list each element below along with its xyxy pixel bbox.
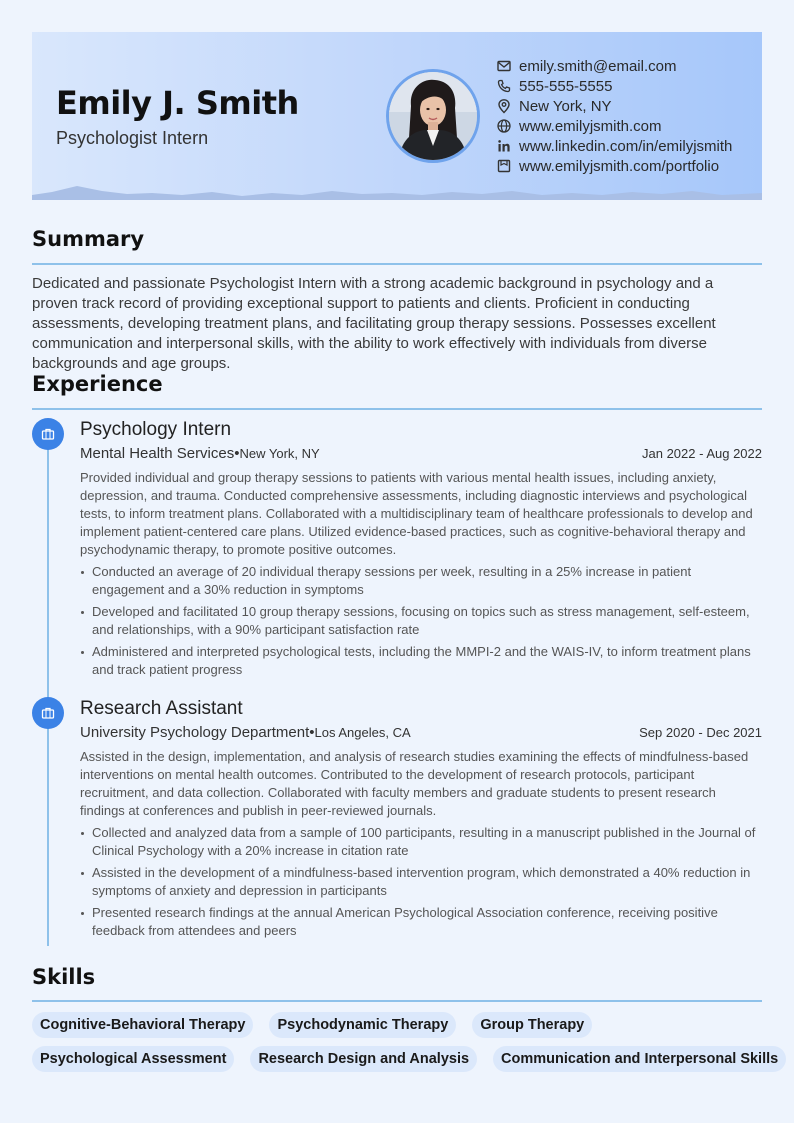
separator-dot: • [234,445,240,462]
job-entry [80,419,762,683]
job-location: Los Angeles, CA [314,725,411,740]
contact-website-text[interactable]: www.emilyjsmith.com [519,117,662,135]
contact-portfolio[interactable] [496,156,732,176]
contact-location [496,96,732,116]
achievement-item: Assisted in the development of a mindfulness-based intervention program, which demonstrated a 40% reduction in symptoms of anxiety and depression in participants [80,864,762,900]
contact-list [496,56,732,176]
timeline-line [47,434,49,946]
skills-list [32,1012,779,1080]
achievement-item: Collected and analyzed data from a sample of 100 participants, resulting in a manuscript published in the Journal of Clinical Psychology with a 20% increase in citation rate [80,824,762,860]
candidate-title: Psychologist Intern [56,128,209,148]
job-meta [80,445,762,467]
summary-text: Dedicated and passionate Psychologist Intern with a strong academic background in psychology and a proven track record of providing exceptional support to patients and clients. Proficient in conducting assessments, developing treatment plans, and facilitating group therapy sessions. Possesses excellent communication and interpersonal skills, with the ability to work effectively with individuals from diverse backgrounds and age groups. [32,275,716,372]
skill-tag: Group Therapy [472,1012,592,1038]
skills-row [32,1012,762,1038]
skill-tag: Psychological Assessment [32,1046,234,1072]
globe-icon [496,118,512,134]
contact-location-text: New York, NY [519,97,612,115]
summary-divider [32,263,762,265]
achievement-item: Presented research findings at the annual American Psychological Association conference, receiving positive feedback from attendees and peers [80,904,762,940]
contact-portfolio-text[interactable]: www.emilyjsmith.com/portfolio [519,157,720,175]
skills-divider [32,1000,762,1002]
separator-dot: • [309,724,315,741]
contact-linkedin-text[interactable]: www.linkedin.com/in/emilyjsmith [519,137,733,155]
job-company: Mental Health Services [80,445,235,462]
achievement-item: Administered and interpreted psychological tests, including the MMPI-2 and the WAIS-IV, to inform treatment plans and track patient progress [80,643,762,679]
contact-phone[interactable] [496,76,732,96]
experience-divider [32,408,762,410]
job-achievements [80,563,762,679]
header-mountains-decoration [32,184,762,200]
skill-tag: Communication and Interpersonal Skills [493,1046,786,1072]
email-icon [496,58,512,74]
job-location: New York, NY [239,446,320,461]
job-description: Assisted in the design, implementation, and analysis of research studies examining the effects of mindfulness-based interventions on mental health outcomes. Contributed to the development of research protocols, participant recruitment, and data collection. Collaborated with faculty members and graduate students to present research findings at conferences and publish in peer-reviewed journals. [80,749,749,818]
job-role: Psychology Intern [80,419,232,440]
achievement-item: Conducted an average of 20 individual therapy sessions per week, resulting in a 25% increase in patient engagement and a 30% reduction in symptoms [80,563,762,599]
achievement-item: Developed and facilitated 10 group therapy sessions, focusing on topics such as stress management, self-esteem, and relationships, with a 90% participant satisfaction rate [80,603,762,639]
job-role: Research Assistant [80,698,243,719]
resume-header [32,32,762,200]
job-dates: Sep 2020 - Dec 2021 [639,725,762,740]
contact-phone-text[interactable]: 555-555-5555 [519,77,613,95]
job-entry [80,698,762,944]
experience-heading: Experience [32,372,163,396]
skills-heading: Skills [32,965,96,989]
location-icon [496,98,512,114]
skill-tag: Research Design and Analysis [250,1046,477,1072]
skill-tag: Psychodynamic Therapy [269,1012,456,1038]
linkedin-icon [496,138,512,154]
contact-email-text[interactable]: emily.smith@email.com [519,57,677,75]
briefcase-icon [32,418,64,450]
contact-linkedin[interactable] [496,136,732,156]
candidate-name: Emily J. Smith [56,84,299,122]
job-company: University Psychology Department [80,724,310,741]
summary-heading: Summary [32,227,145,251]
job-achievements [80,824,762,940]
contact-website[interactable] [496,116,732,136]
job-description: Provided individual and group therapy sessions to patients with various mental health issues, including anxiety, depression, and trauma. Conducted comprehensive assessments, including diagnostic interviews and psychological tests, to inform treatment plans. Collaborated with a multidisciplinary team of healthcare professionals to develop and implement patient-centered care plans. Utilized evidence-based practices, such as cognitive-behavioral therapy and psychodynamic therapy, to promote positive outcomes. [80,470,753,557]
skill-tag: Cognitive-Behavioral Therapy [32,1012,253,1038]
phone-icon [496,78,512,94]
skills-row [32,1046,779,1072]
portfolio-icon [496,158,512,174]
job-dates: Jan 2022 - Aug 2022 [642,446,762,461]
profile-photo [386,69,480,163]
briefcase-icon [32,697,64,729]
job-meta [80,724,762,746]
contact-email[interactable] [496,56,732,76]
